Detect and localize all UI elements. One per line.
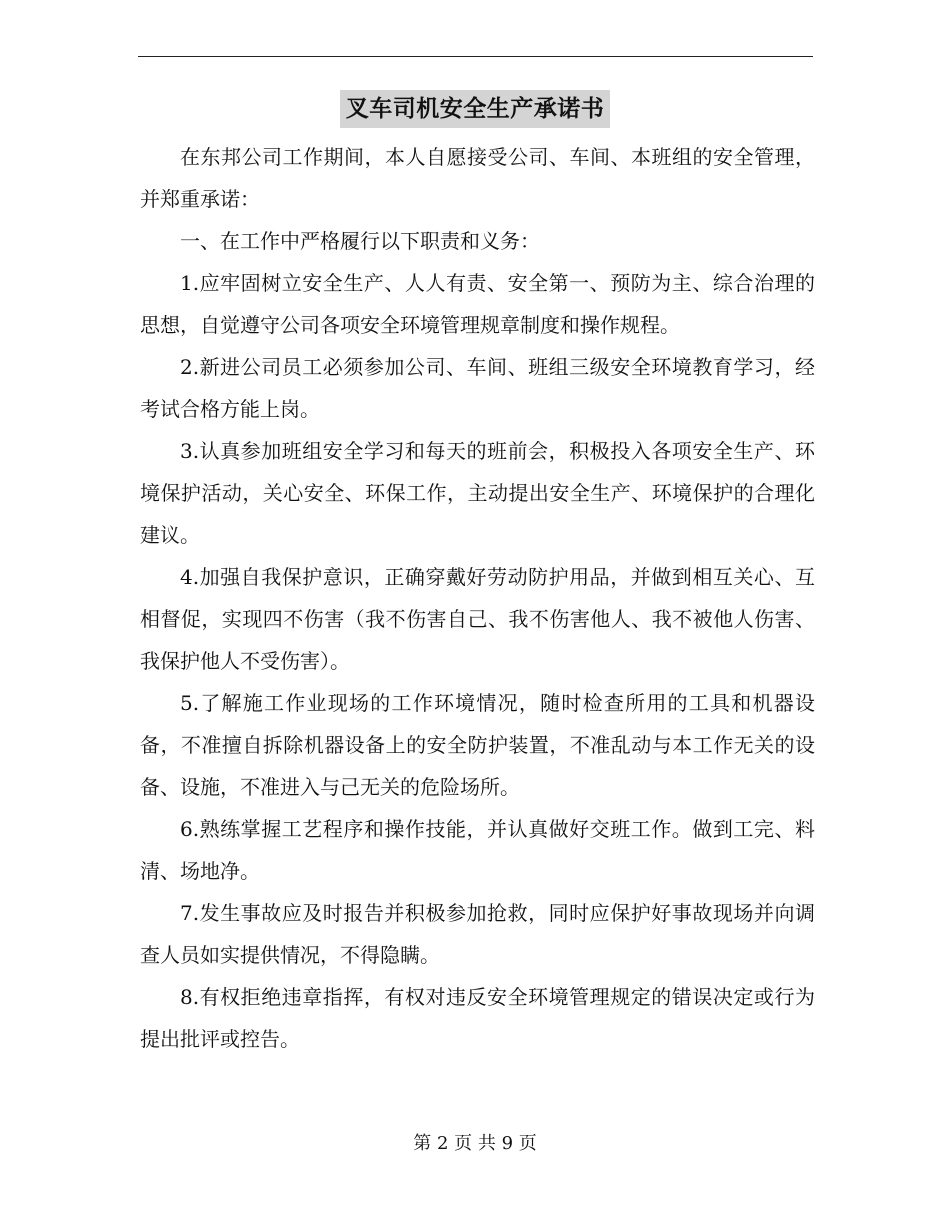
paragraph-item-2: 2.新进公司员工必须参加公司、车间、班组三级安全环境教育学习，经考试合格方能上岗。	[140, 355, 815, 421]
paragraph-section-heading: 一、在工作中严格履行以下职责和义务：	[180, 229, 540, 253]
paragraph-item-1: 1.应牢固树立安全生产、人人有责、安全第一、预防为主、综合治理的思想，自觉遵守公司各项安全环境管理规章制度和操作规程。	[140, 271, 815, 337]
paragraph-item-4: 4.加强自我保护意识，正确穿戴好劳动防护用品，并做到相互关心、互相督促，实现四不伤害（我不伤害自己、我不伤害他人、我不被他人伤害、我保护他人不受伤害）。	[140, 565, 815, 673]
paragraph-item-8: 8.有权拒绝违章指挥，有权对违反安全环境管理规定的错误决定或行为提出批评或控告。	[140, 985, 815, 1051]
page-number-footer: 第 2 页 共 9 页	[413, 1133, 537, 1154]
paragraph-item-7: 7.发生事故应及时报告并积极参加抢救，同时应保护好事故现场并向调查人员如实提供情况，不得隐瞒。	[140, 901, 815, 967]
paragraph-item-6: 6.熟练掌握工艺程序和操作技能，并认真做好交班工作。做到工完、料清、场地净。	[140, 817, 815, 883]
paragraph-item-3: 3.认真参加班组安全学习和每天的班前会，积极投入各项安全生产、环境保护活动，关心安全、环保工作，主动提出安全生产、环境保护的合理化建议。	[140, 439, 815, 547]
document-title: 叉车司机安全生产承诺书	[340, 90, 611, 128]
title-container	[0, 90, 950, 128]
paragraph-intro: 在东邦公司工作期间，本人自愿接受公司、车间、本班组的安全管理，并郑重承诺：	[140, 145, 815, 211]
document-body	[140, 136, 815, 1060]
paragraph-item-5: 5.了解施工作业现场的工作环境情况，随时检查所用的工具和机器设备，不准擅自拆除机器设备上的安全防护装置，不准乱动与本工作无关的设备、设施，不准进入与己无关的危险场所。	[140, 691, 815, 799]
header-rule	[138, 56, 813, 57]
